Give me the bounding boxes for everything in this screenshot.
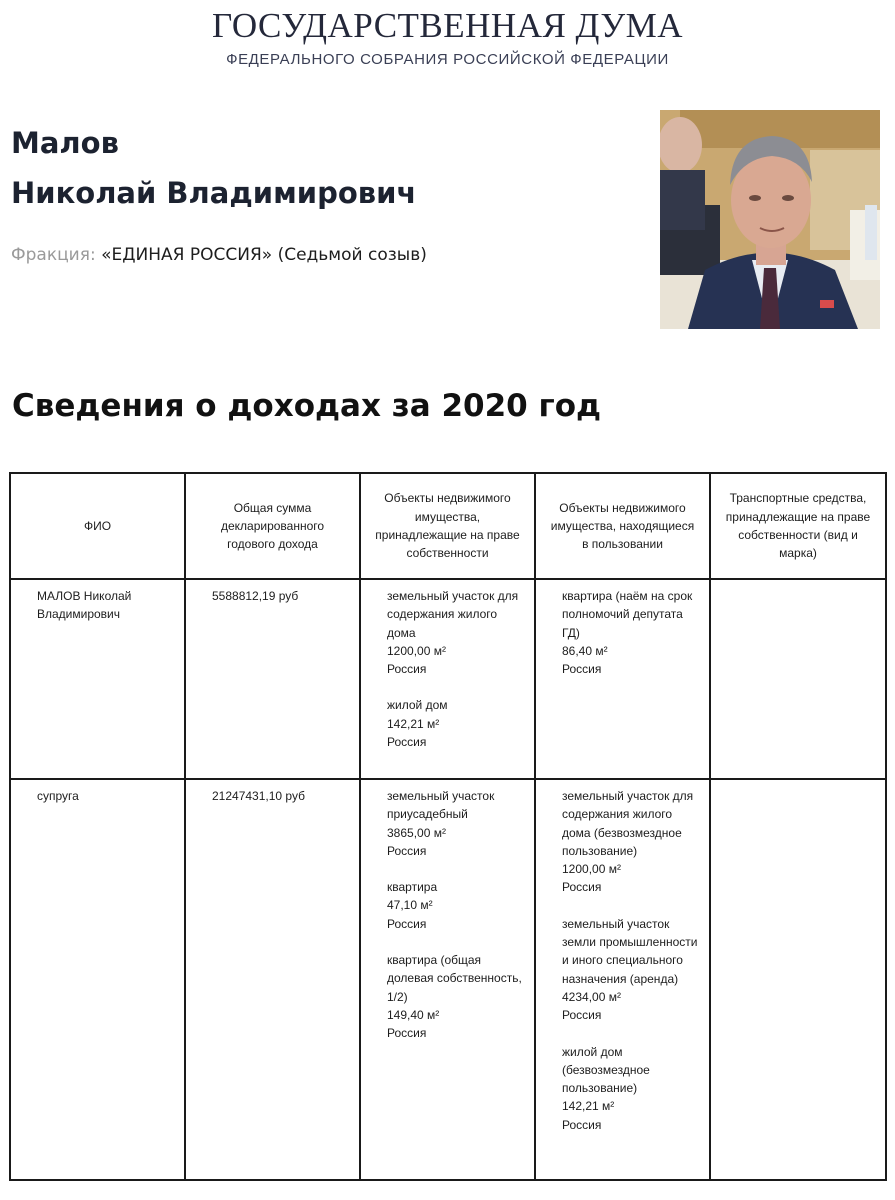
- property-type: квартира (общая долевая собственность, 1/2): [387, 953, 522, 1004]
- property-item: [387, 951, 524, 1042]
- property-area: 4234,00 м²: [562, 989, 621, 1004]
- property-area: 47,10 м²: [387, 898, 433, 913]
- property-type: земельный участок для содержания жилого дома (безвозмездное пользование): [562, 789, 694, 858]
- property-country: Россия: [387, 916, 427, 931]
- header-used-property: Объекты недвижимого имущества, находящиеся в пользовании: [535, 473, 710, 579]
- cell-used: [535, 779, 710, 1180]
- property-country: Россия: [562, 1008, 602, 1023]
- cell-name: МАЛОВ Николай Владимирович: [10, 579, 185, 779]
- property-type: земельный участок для содержания жилого дома: [387, 589, 519, 640]
- faction-line: [11, 244, 427, 266]
- property-item: [562, 787, 699, 897]
- property-item: [387, 787, 524, 860]
- property-item: [562, 915, 699, 1025]
- deputy-photo: [660, 110, 880, 329]
- cell-vehicles: [710, 579, 886, 779]
- header-income: Общая сумма декларированного годового дохода: [185, 473, 360, 579]
- property-type: земельный участок приусадебный: [387, 789, 495, 822]
- property-area: 142,21 м²: [562, 1099, 615, 1114]
- property-type: квартира (наём на срок полномочий депутата ГД): [562, 589, 693, 640]
- deputy-given-names: Николай Владимирович: [11, 176, 417, 210]
- cell-income: 5588812,19 руб: [185, 579, 360, 779]
- deputy-surname: Малов: [11, 126, 119, 160]
- property-item: [387, 696, 524, 751]
- table-header-row: [10, 473, 886, 579]
- cell-owned: [360, 579, 535, 779]
- property-country: Россия: [387, 1026, 427, 1041]
- income-table: [9, 472, 887, 1181]
- faction-value: «ЕДИНАЯ РОССИЯ» (Седьмой созыв): [101, 245, 427, 265]
- cell-used: [535, 579, 710, 779]
- property-item: [562, 587, 699, 678]
- property-area: 1200,00 м²: [387, 643, 446, 658]
- cell-owned: [360, 779, 535, 1180]
- property-area: 3865,00 м²: [387, 825, 446, 840]
- table-row: [10, 579, 886, 779]
- property-country: Россия: [387, 735, 427, 750]
- property-country: Россия: [387, 662, 427, 677]
- cell-name: супруга: [10, 779, 185, 1180]
- header-owned-property: Объекты недвижимого имущества, принадлежащие на праве собственности: [360, 473, 535, 579]
- table-row: [10, 779, 886, 1180]
- section-title: Сведения о доходах за 2020 год: [12, 388, 602, 424]
- property-item: [562, 1043, 699, 1134]
- property-country: Россия: [562, 662, 602, 677]
- deputy-name: [11, 118, 416, 218]
- faction-label: Фракция:: [11, 245, 96, 265]
- site-subtitle: ФЕДЕРАЛЬНОГО СОБРАНИЯ РОССИЙСКОЙ ФЕДЕРАЦИИ: [226, 51, 669, 68]
- cell-vehicles: [710, 779, 886, 1180]
- property-type: жилой дом: [387, 698, 448, 713]
- property-area: 1200,00 м²: [562, 862, 621, 877]
- header-vehicles: Транспортные средства, принадлежащие на праве собственности (вид и марка): [710, 473, 886, 579]
- property-country: Россия: [387, 843, 427, 858]
- cell-income: 21247431,10 руб: [185, 779, 360, 1180]
- property-area: 142,21 м²: [387, 716, 440, 731]
- site-title[interactable]: ГОСУДАРСТВЕННАЯ ДУМА: [211, 6, 684, 45]
- header-fio: ФИО: [10, 473, 185, 579]
- property-item: [387, 878, 524, 933]
- property-country: Россия: [562, 1117, 602, 1132]
- property-country: Россия: [562, 880, 602, 895]
- deputy-photo-image: [660, 110, 880, 329]
- property-type: жилой дом (безвозмездное пользование): [562, 1044, 650, 1096]
- property-type: квартира: [387, 880, 438, 895]
- property-item: [387, 587, 524, 678]
- property-type: земельный участок земли промышленности и иного специального назначения (аренда): [562, 916, 698, 986]
- property-area: 149,40 м²: [387, 1007, 440, 1022]
- property-area: 86,40 м²: [562, 643, 608, 658]
